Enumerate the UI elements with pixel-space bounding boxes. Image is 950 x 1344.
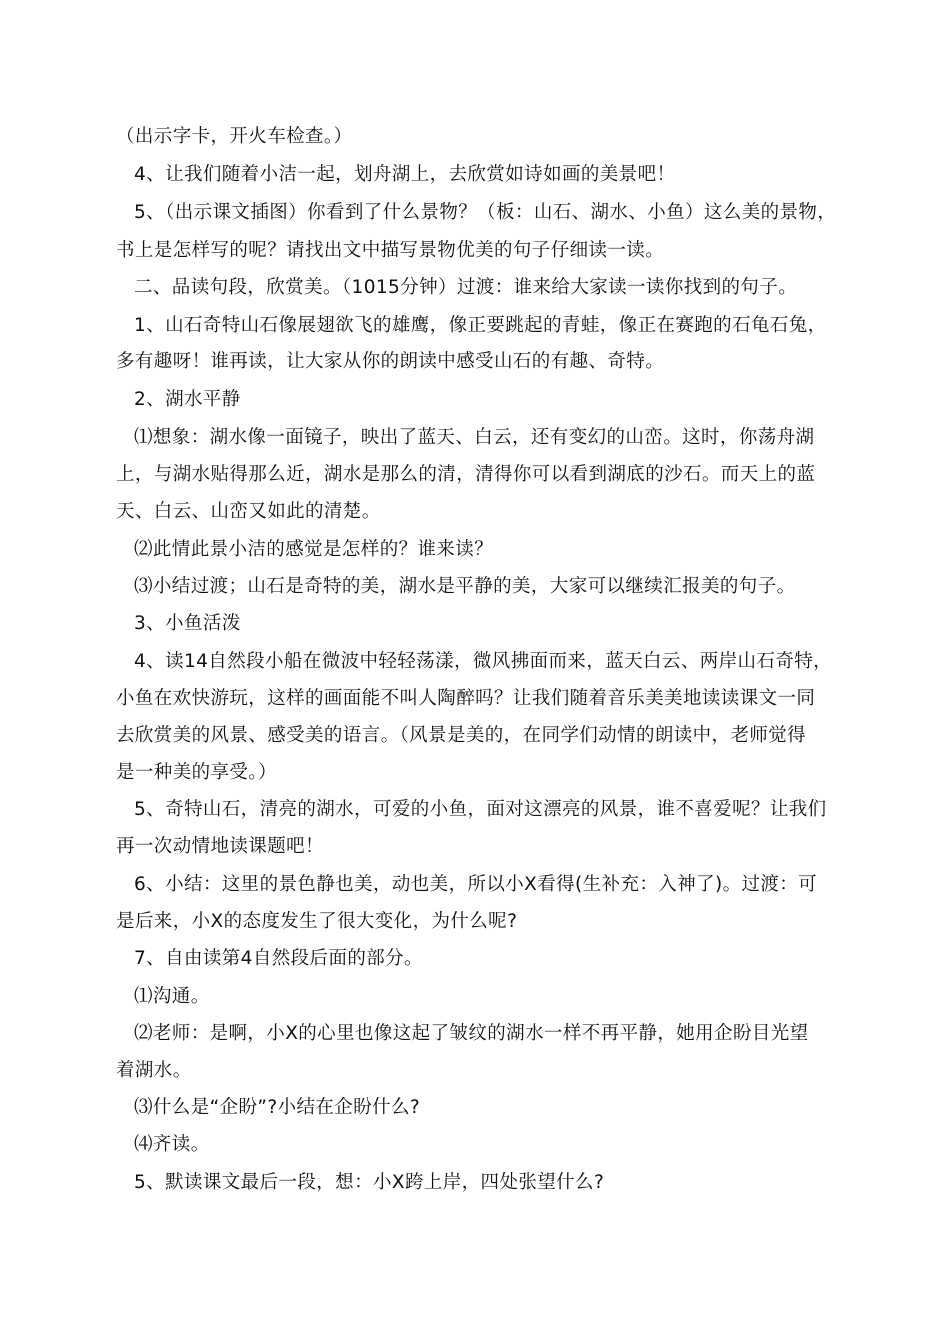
text-line: 着湖水。 [116,1060,192,1081]
text-line: 7、自由读第4自然段后面的部分。 [134,948,423,969]
text-line: 是后来，小X的态度发生了很大变化，为什么呢? [116,911,518,932]
text-line: 5、默读课文最后一段，想：小X跨上岸，四处张望什么? [134,1172,605,1193]
text-line: 4、读14自然段小船在微波中轻轻荡漾，微风拂面而来，蓝天白云、两岸山石奇特， [134,651,833,672]
text-line: 上，与湖水贴得那么近，湖水是那么的清，清得你可以看到湖底的沙石。而天上的蓝 [116,464,816,485]
text-line: ⑶小结过渡；山石是奇特的美，湖水是平静的美，大家可以继续汇报美的句子。 [134,576,796,597]
text-line: 再一次动情地读课题吧！ [116,836,324,857]
text-line: ⑵老师：是啊，小X的心里也像这起了皱纹的湖水一样不再平静，她用企盼目光望 [134,1023,809,1044]
text-line: 3、小鱼活泼 [134,613,241,634]
text-line: ⑴想象：湖水像一面镜子，映出了蓝天、白云，还有变幻的山峦。这时，你荡舟湖 [134,427,815,448]
text-line: ⑴沟通。 [134,986,210,1007]
text-line: 小鱼在欢快游玩，这样的画面能不叫人陶醉吗？让我们随着音乐美美地读读课文一同 [116,688,816,709]
text-line: 天、白云、山峦又如此的清楚。 [116,501,381,522]
text-line: 多有趣呀！谁再读，让大家从你的朗读中感受山石的有趣、奇特。 [116,351,665,372]
text-line: （出示字卡，开火车检查。） [116,126,353,147]
text-line: ⑶什么是“企盼”?小结在企盼什么? [134,1097,421,1118]
text-line: 4、让我们随着小洁一起，划舟湖上，去欣赏如诗如画的美景吧！ [134,164,676,185]
section-heading: 二、品读句段，欣赏美。（1015分钟）过渡：谁来给大家读一读你找到的句子。 [134,277,798,298]
text-line: 1、山石奇特山石像展翅欲飞的雄鹰，像正要跳起的青蛙，像正在赛跑的石龟石兔， [134,315,827,336]
text-line: ⑵此情此景小洁的感觉是怎样的？谁来读？ [134,539,494,560]
text-line: 2、湖水平静 [134,389,241,410]
text-line: 5、（出示课文插图）你看到了什么景物？（板：山石、湖水、小鱼）这么美的景物， [134,202,837,223]
text-line: 6、小结：这里的景色静也美，动也美，所以小X看得(生补充：入神了)。过渡：可 [134,874,818,895]
text-line: 书上是怎样写的呢？请找出文中描写景物优美的句子仔细读一读。 [116,240,665,261]
text-line: 5、奇特山石，清亮的湖水，可爱的小鱼，面对这漂亮的风景，谁不喜爱呢？让我们 [134,799,827,820]
text-line: ⑷齐读。 [134,1134,210,1155]
text-line: 是一种美的享受。） [116,762,277,783]
text-line: 去欣赏美的风景、感受美的语言。（风景是美的，在同学们动情的朗读中，老师觉得 [116,725,807,746]
